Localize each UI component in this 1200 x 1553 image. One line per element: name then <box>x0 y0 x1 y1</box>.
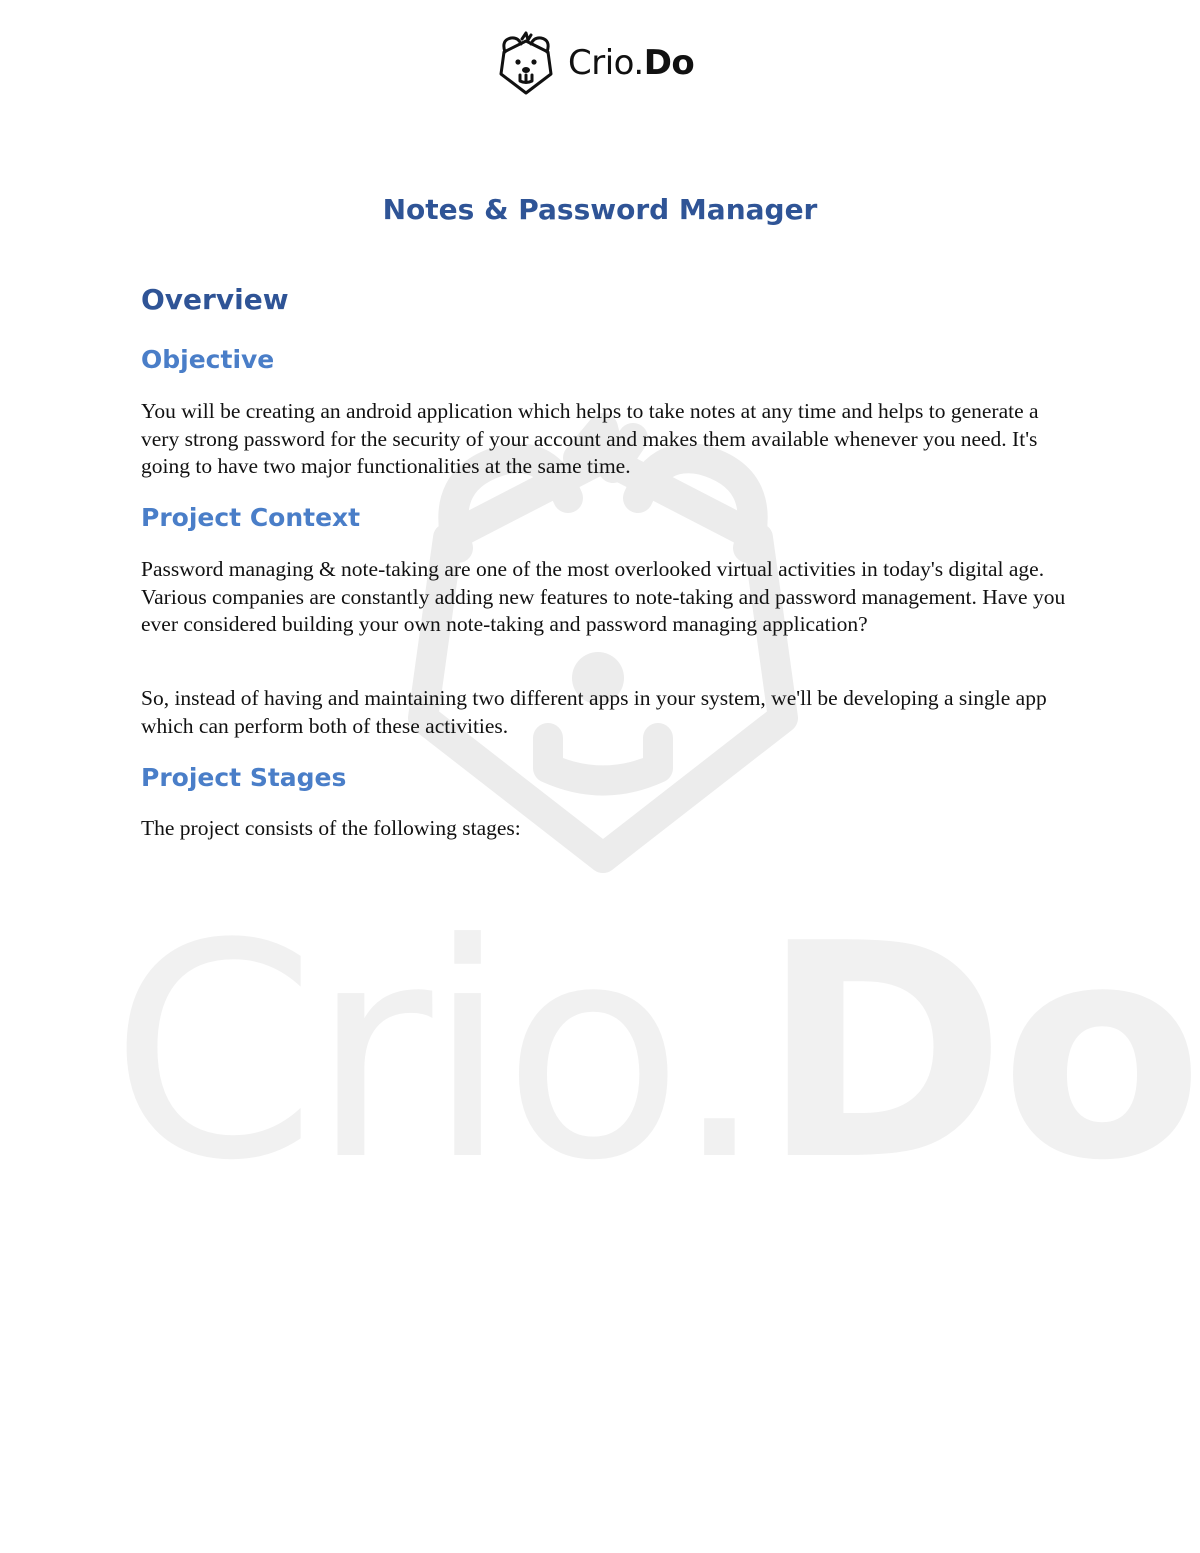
brand-wordmark-bold: Do <box>643 43 695 83</box>
objective-paragraph: You will be creating an android application which helps to take notes at any time and helps to generate a very strong password for the security of your account and makes them available whenever you need. It's going to have two major functionalities at the same time. <box>141 399 1039 478</box>
watermark-brand-bold: Do <box>760 880 1198 1225</box>
project-stages-paragraph: The project consists of the following stages: <box>141 816 521 840</box>
project-context-paragraph-1: Password managing & note-taking are one of the most overlooked virtual activities in today's digital age. Various companies are constantly adding new features to note-taking and password management. Have you ever considered building your own note-taking and password managing application? <box>141 557 1066 636</box>
brand-wordmark-light: Crio. <box>568 43 644 83</box>
project-stages-heading: Project Stages <box>141 763 347 792</box>
watermark-brand-light: Crio. <box>110 880 761 1225</box>
watermark-brand-text <box>110 880 1198 1225</box>
brand-wordmark <box>568 43 694 83</box>
beaver-logo-icon <box>496 30 556 96</box>
document-title: Notes & Password Manager <box>382 193 818 226</box>
project-context-heading: Project Context <box>141 503 361 532</box>
project-context-paragraph-2: So, instead of having and maintaining two different apps in your system, we'll be developing a single app which can perform both of these activities. <box>141 686 1047 738</box>
brand-logo <box>496 28 694 98</box>
overview-heading: Overview <box>141 283 289 316</box>
objective-heading: Objective <box>141 345 275 374</box>
